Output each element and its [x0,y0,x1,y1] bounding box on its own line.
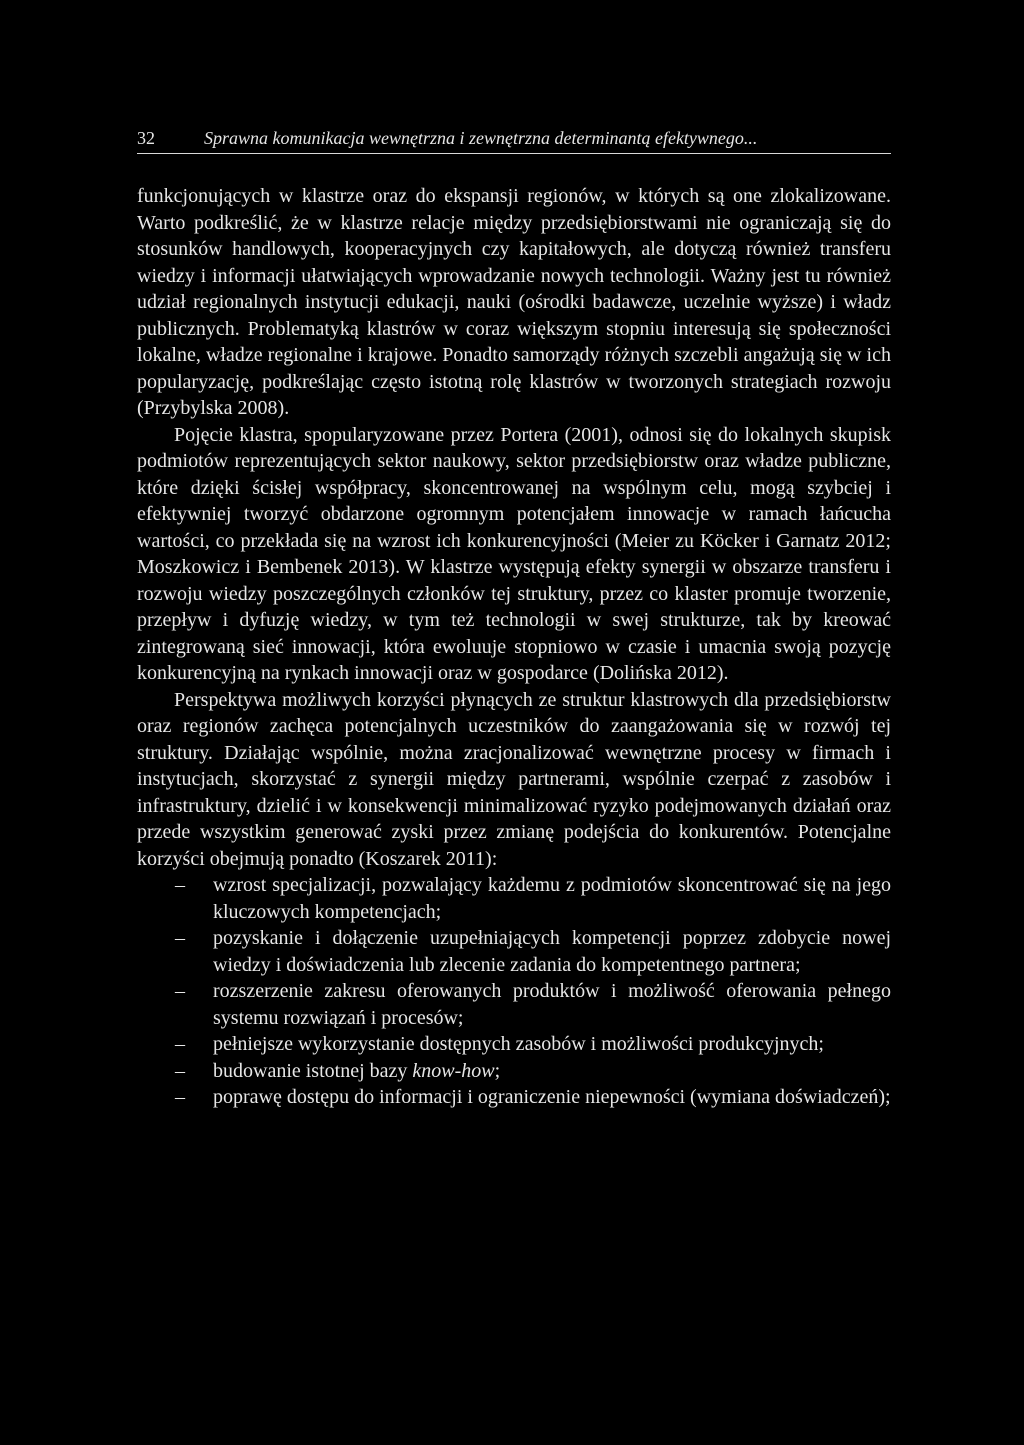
list-item [137,1031,891,1058]
page-number: 32 [137,128,155,148]
list-item-emphasis: know-how [412,1059,495,1082]
list-item-text: budowanie istotnej bazy [213,1059,413,1082]
dash-bullet: – [175,927,185,949]
list-item [137,872,891,925]
dash-bullet: – [175,1086,185,1108]
list-item [137,925,891,978]
body-text [137,183,891,1111]
list-item [137,978,891,1031]
dash-bullet: – [175,874,185,896]
list-item-text: pozyskanie i dołączenie uzupełniających kompetencji poprzez zdobycie nowej wiedzy i doświadczenia lub zlecenie zadania do kompetentnego partnera; [213,927,891,976]
dash-bullet: – [175,1033,185,1055]
list-item-text: rozszerzenie zakresu oferowanych produktów i możliwość oferowania pełnego systemu rozwiązań i procesów; [213,980,891,1029]
list-item-text: poprawę dostępu do informacji i ograniczenie niepewności (wymiana doświadczeń); [213,1086,891,1108]
benefits-list [137,872,891,1111]
list-item [137,1058,891,1085]
list-item-text: pełniejsze wykorzystanie dostępnych zasobów i możliwości produkcyjnych; [213,1033,824,1055]
dash-bullet: – [175,1059,185,1082]
list-item-suffix: ; [494,1059,501,1082]
dash-bullet: – [175,980,185,1002]
paragraph: funkcjonujących w klastrze oraz do ekspansji regionów, w których są one zlokalizowane. Warto podkreślić, że w klastrze relacje między przedsiębiorstwami nie ograniczają się do stosunków handlowych, kooperacyjnych czy kapitałowych, ale dotyczą również transferu wiedzy i informacji ułatwiających wprowadzanie nowych technologii. Ważny jest tu również udział regionalnych instytucji edukacji, nauki (ośrodki badawcze, uczelnie wyższe) i władz publicznych. Problematyką klastrów w coraz większym stopniu interesują się społeczności lokalne, władze regionalne i krajowe. Ponadto samorządy różnych szczebli angażują się w ich popularyzację, podkreślając często istotną rolę klastrów w tworzonych strategiach rozwoju (Przybylska 2008). [137,185,891,419]
list-item-text: wzrost specjalizacji, pozwalający każdemu z podmiotów skoncentrować się na jego kluczowych kompetencjach; [213,874,891,923]
paragraph: Pojęcie klastra, spopularyzowane przez Portera (2001), odnosi się do lokalnych skupisk podmiotów reprezentujących sektor naukowy, sektor przedsiębiorstw oraz władze publiczne, które dzięki ścisłej współpracy, skoncentrowanej na wspólnym celu, mogą szybciej i efektywniej tworzyć obdarzone ogromnym potencjałem innowacje w ramach łańcucha wartości, co przekłada się na wzrost ich konkurencyjności (Meier zu Köcker i Garnatz 2012; Moszkowicz i Bembenek 2013). W klastrze występują efekty synergii w obszarze transferu i rozwoju wiedzy poszczególnych członków tej struktury, przez co klaster promuje tworzenie, przepływ i dyfuzję wiedzy, w tym też technologii w swej strukturze, tak by kreować zintegrowaną sieć innowacji, która ewoluuje stopniowo w czasie i umacnia swoją pozycję konkurencyjną na rynkach innowacji oraz w gospodarce (Dolińska 2012). [137,423,891,684]
page-header [137,126,891,154]
running-title: Sprawna komunikacja wewnętrzna i zewnętrzna determinantą efektywnego... [204,128,758,148]
list-item [137,1084,891,1111]
paragraph: Perspektywa możliwych korzyści płynących ze struktur klastrowych dla przedsiębiorstw oraz regionów zachęca potencjalnych uczestników do zaangażowania się w rozwój tej struktury. Działając wspólnie, można zracjonalizować wewnętrzne procesy w firmach i instytucjach, skorzystać z synergii między partnerami, wspólnie czerpać z zasobów i infrastruktury, dzielić i w konsekwencji minimalizować ryzyko podejmowanych działań oraz przede wszystkim generować zyski przez zmianę podejścia do konkurentów. Potencjalne korzyści obejmują ponadto (Koszarek 2011): [137,688,891,870]
